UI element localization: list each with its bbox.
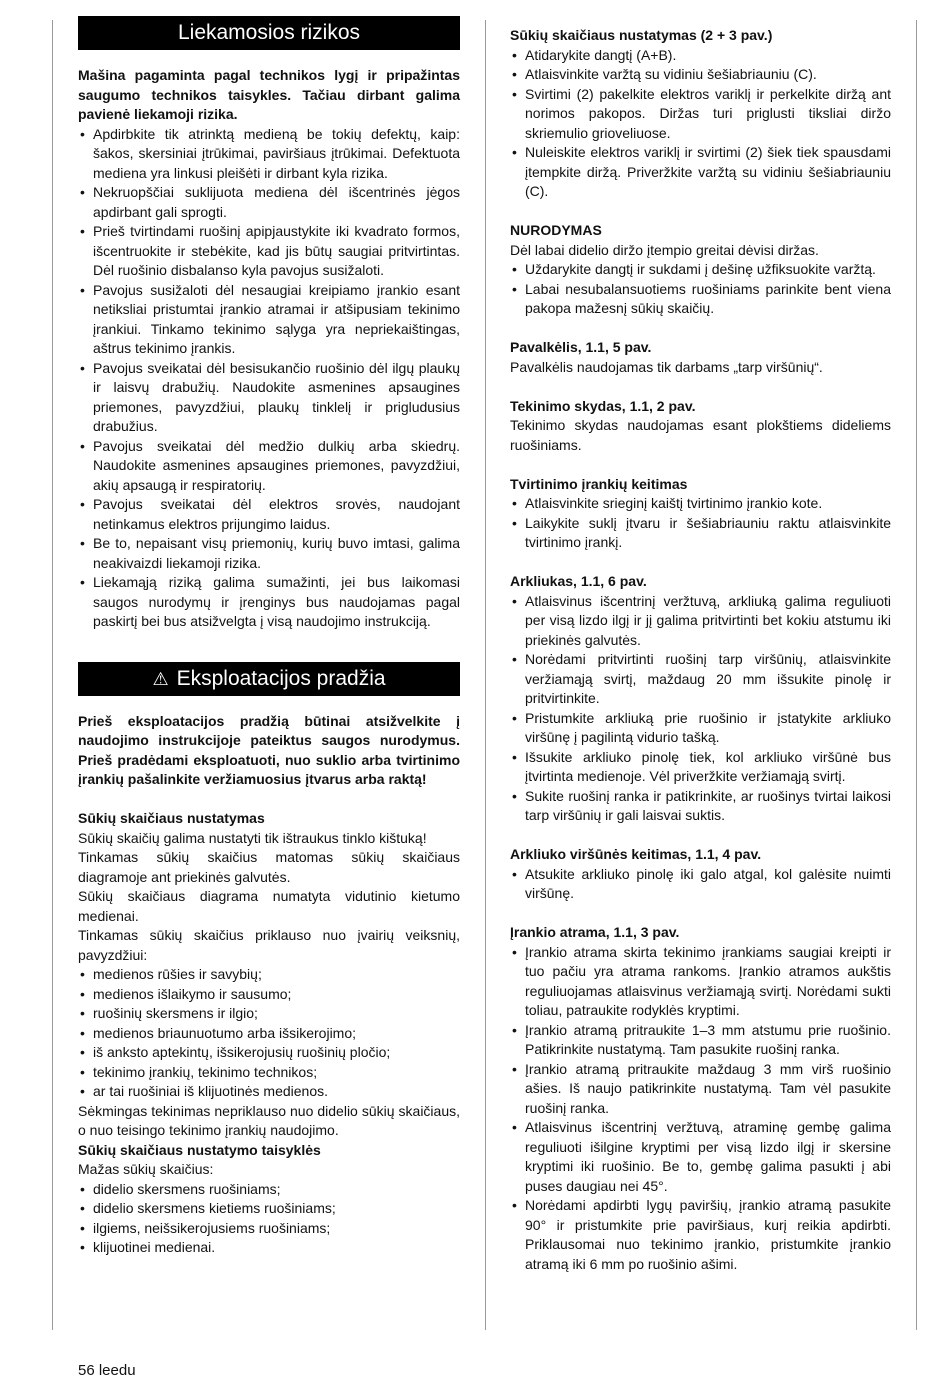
list-item: • Nekruopščiai suklijuota mediena dėl išcentrinės jėgos apdirbant gali sprogti. (78, 183, 460, 222)
residual-risk-list (78, 125, 460, 632)
left-column (78, 16, 460, 1258)
factor-list (78, 965, 460, 1102)
list-item: • Atlaisvinus išcentrinį veržtuvą, atraminę gembę galima reguliuoti išilgine kryptimi per visą lizdo ilgį ir skersine kryptimi iki ruošinio. Be to, gembę galima pasukti į abi puses daugiau nei 45°. (510, 1118, 891, 1196)
list-item: • Pavojus susižaloti dėl nesaugiai kreipiamo įrankio esant netiksliai pristumtai įrankio atramai ir atšipusiam tekinimo įrankiui. Tinkamo tekinimo sąlyga yra nepriekaištingas, aštrus tekinimo įrankis. (78, 281, 460, 359)
note-text: Dėl labai didelio diržo įtempio greitai dėvisi diržas. (510, 241, 819, 258)
dog-heading: Pavalkėlis, 1.1, 5 pav. (510, 339, 652, 355)
right-column (510, 26, 891, 1274)
list-item: • Įrankio atramą pritraukite maždaug 3 mm virš ruošinio ašies. Iš naujo patikrinkite nustatymą. Tam vėl pasukite ruošinį ranka. (510, 1060, 891, 1119)
list-item: • Uždarykite dangtį ir sukdami į dešinę užfiksuokite varžtą. (510, 260, 891, 280)
right-margin-rule (916, 20, 917, 1330)
list-item: • Norėdami apdirbti lygų paviršių, įrankio atramą pasukite 90° ir pristumkite prie paviršiaus, kurį reikia apdirbti. Priklausomai nuo tekinimo įrankio, pristumkite įrankio atramą iki 6 mm po ruošinio ašimi. (510, 1196, 891, 1274)
list-item: • ilgiems, neišsikerojusiems ruošiniams; (78, 1219, 460, 1239)
center-heading: Arkliuko viršūnės keitimas, 1.1, 4 pav. (510, 846, 762, 862)
list-item: • klijuotinei medienai. (78, 1238, 460, 1258)
residual-risks-title: Liekamosios rizikos (177, 21, 361, 44)
page-footer: 56 leedu (78, 1362, 136, 1379)
list-item: • Pavojus sveikatai dėl elektros srovės, naudojant netinkamus elektros prijungimo laidus. (78, 495, 460, 534)
residual-risks-banner (78, 16, 460, 50)
list-item: • tekinimo įrankių, tekinimo technikos; (78, 1063, 460, 1083)
low-speed-list (78, 1180, 460, 1258)
list-item: • Liekamąją riziką galima sumažinti, jei bus laikomasi saugos nurodymų ir įrenginys bus naudojamas pagal paskirtį bei bus atsižvelgta į visą naudojimo instrukciją. (78, 573, 460, 632)
list-item: • Atlaisvinkite varžtą su vidiniu šešiabriauniu (C). (510, 65, 891, 85)
list-item: • Įrankio atrama skirta tekinimo įrankiams saugiai kreipti ir tuo pačiu yra atrama rankoms. Įrankio atramos aukštis reguliuojamas atlaisvinus veržiamąją svirtį. Norėdami sukti toliau, patraukite rodyklės kryptimi. (510, 943, 891, 1021)
list-item: • medienos išlaikymo ir sausumo; (78, 985, 460, 1005)
list-item: • ar tai ruošiniai iš klijuotinės medienos. (78, 1082, 460, 1102)
column-divider (485, 20, 486, 1330)
speed-rules-heading: Sūkių skaičiaus nustatymo taisyklės (78, 1141, 321, 1158)
list-item: • iš anksto aptekintų, išsikerojusių ruošinių pločio; (78, 1043, 460, 1063)
list-item: • Prieš tvirtindami ruošinį apipjaustykite iki kvadrato formos, išcentruokite ir stebėkite, kad jis būtų saugiai pritvirtintas. Dėl ruošinio disbalanso kyla pavojus susižaloti. (78, 222, 460, 281)
speed-paragraph: Sūkių skaičiaus diagrama numatyta vidutinio kietumo medienai. (78, 888, 460, 924)
tailstock-heading: Arkliukas, 1.1, 6 pav. (510, 573, 647, 589)
list-item: • Be to, nepaisant visų priemonių, kurių buvo imtasi, galima neakivaizdi liekamoji rizika. (78, 534, 460, 573)
list-item: • Svirtimi (2) pakelkite elektros variklį ir perkelkite diržą ant norimos pakopos. Diržas turi priglusti tiksliai diržo skriemulio grioveliuose. (510, 85, 891, 144)
list-item: • Norėdami pritvirtinti ruošinį tarp viršūnių, atlaisvinkite veržiamąją svirtį, maždaug 20 mm išsukite pinolę ir pritvirtinkite. (510, 650, 891, 709)
list-item: • medienos rūšies ir savybių; (78, 965, 460, 985)
list-item: • Įrankio atramą pritraukite 1–3 mm atstumu prie ruošinio. Patikrinkite nustatymą. Tam pasukite ruošinį ranka. (510, 1021, 891, 1060)
list-item: • Pavojus sveikatai dėl besisukančio ruošinio dėl ilgų plaukų ir laisvų drabužių. Naudokite asmenines apsaugines priemones, pavyzdžiui, plaukų tinklelį ir prigludusius drabužius. (78, 359, 460, 437)
list-item: • Apdirbkite tik atrinktą medieną be tokių defektų, kaip: šakos, skersiniai įtrūkimai, paviršiaus įtrūkimai. Defektuota mediena yra linkusi pleišėti ir dirbant kyla rizika. (78, 125, 460, 184)
list-item: • Atidarykite dangtį (A+B). (510, 46, 891, 66)
warning-icon: ⚠ (152, 668, 169, 689)
list-item: • Atlaisvinus išcentrinį veržtuvą, arkliuką galima reguliuoti per visą lizdo ilgį ir jį galima pritvirtinti bet kokiu atstumu iki priekinės galvutės. (510, 592, 891, 651)
faceplate-text: Tekinimo skydas naudojamas esant plokštiems dideliems ruošiniams. (510, 417, 891, 453)
startup-banner (78, 662, 460, 696)
list-item: • Laikykite suklį įtvaru ir šešiabriauniu raktu atlaisvinkite tvirtinimo įrankį. (510, 514, 891, 553)
toolrest-heading: Įrankio atrama, 1.1, 3 pav. (510, 924, 680, 940)
adjust-list (510, 46, 891, 202)
tailstock-list (510, 592, 891, 826)
speed-heading: Sūkių skaičiaus nustatymas (78, 810, 265, 826)
list-item: • Atlaisvinkite srieginį kaištį tvirtinimo įrankio kote. (510, 494, 891, 514)
speed-paragraph: Mažas sūkių skaičius: (78, 1161, 214, 1177)
list-item: • Atsukite arkliuko pinolę iki galo atgal, kol galėsite nuimti viršūnę. (510, 865, 891, 904)
startup-title: Eksploatacijos pradžia (176, 666, 386, 690)
list-item: • Išsukite arkliuko pinolę tiek, kol arkliuko viršūnė bus įtvirtinta medienoje. Vėl priveržkite veržiamąją svirtį. (510, 748, 891, 787)
list-item: • Labai nesubalansuotiems ruošiniams parinkite bent viena pakopa mažesnį sūkių skaičių. (510, 280, 891, 319)
startup-intro: Prieš eksploatacijos pradžią būtinai atsižvelkite į naudojimo instrukcijoje pateiktus saugos nurodymus. Prieš pradėdami eksploatuoti, nuo suklio arba tvirtinimo įrankių pašalinkite veržiamuosius įtvarus arba raktą! (78, 712, 460, 787)
left-margin-rule (52, 20, 53, 1330)
note-list (510, 260, 891, 319)
center-list (510, 865, 891, 904)
list-item: • didelio skersmens ruošiniams; (78, 1180, 460, 1200)
list-item: • Pavojus sveikatai dėl medžio dulkių arba skiedrų. Naudokite asmenines apsaugines priemones, pavyzdžiui, akių apsaugą ir respiratorių. (78, 437, 460, 496)
note-heading: NURODYMAS (510, 222, 602, 238)
speed-paragraph: Tinkamas sūkių skaičius matomas sūkių skaičiaus diagramoje ant priekinės galvutės. (78, 849, 460, 885)
faceplate-heading: Tekinimo skydas, 1.1, 2 pav. (510, 397, 696, 414)
toolchange-heading: Tvirtinimo įrankių keitimas (510, 475, 688, 492)
speed-paragraph: Sėkmingas tekinimas nepriklauso nuo didelio sūkių skaičiaus, o nuo teisingo tekinimo įrankių naudojimo. (78, 1102, 460, 1138)
list-item: • Nuleiskite elektros variklį ir svirtimi (2) šiek tiek spausdami įtempkite diržą. Priveržkite varžtą su vidiniu šešiabriauniu (C). (510, 143, 891, 202)
dog-text: Pavalkėlis naudojamas tik darbams „tarp viršūnių“. (510, 358, 823, 375)
speed-paragraph: Tinkamas sūkių skaičius priklauso nuo įvairių veiksnių, pavyzdžiui: (78, 927, 460, 963)
list-item: • Pristumkite arkliuką prie ruošinio ir įstatykite arkliuko viršūnę į pagilintą vidurio tašką. (510, 709, 891, 748)
residual-intro: Mašina pagaminta pagal technikos lygį ir pripažintas saugumo technikos taisykles. Tačiau dirbant galima pavienė liekamoji rizika. (78, 67, 460, 122)
adjust-heading: Sūkių skaičiaus nustatymas (2 + 3 pav.) (510, 27, 773, 43)
list-item: • didelio skersmens kietiems ruošiniams; (78, 1199, 460, 1219)
speed-paragraph: Sūkių skaičių galima nustatyti tik ištraukus tinklo kištuką! (78, 829, 427, 846)
list-item: • medienos briaunuotumo arba išsikerojimo; (78, 1024, 460, 1044)
list-item: • ruošinių skersmens ir ilgio; (78, 1004, 460, 1024)
list-item: • Sukite ruošinį ranka ir patikrinkite, ar ruošinys tvirtai laikosi tarp viršūnių ir gali laisvai suktis. (510, 787, 891, 826)
toolrest-list (510, 943, 891, 1275)
toolchange-list (510, 494, 891, 553)
